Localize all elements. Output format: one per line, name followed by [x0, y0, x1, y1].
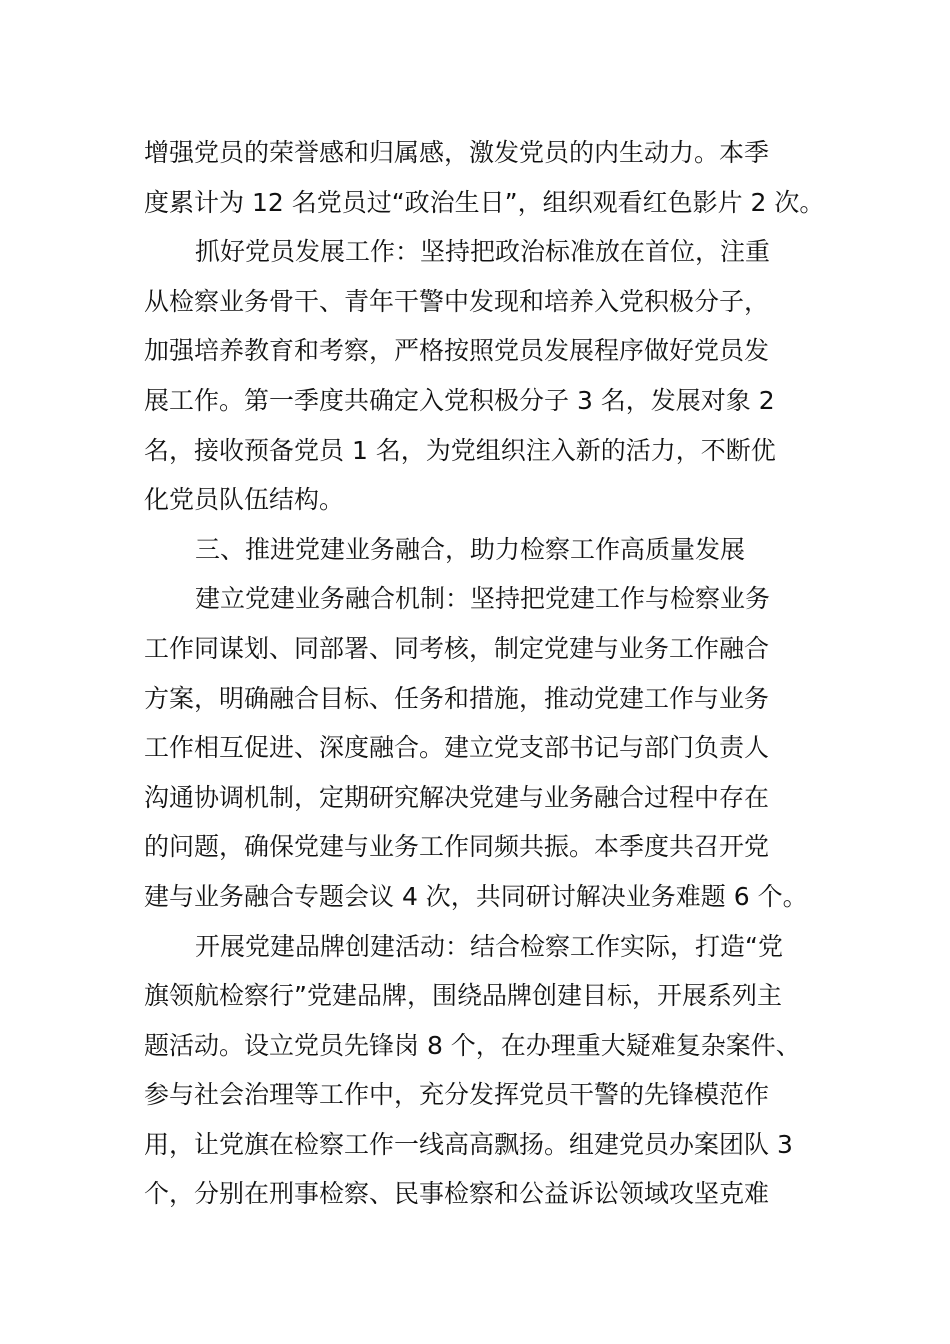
text-line: 参与社会治理等工作中，充分发挥党员干警的先锋模范作 [144, 1080, 770, 1110]
text-line: 的问题，确保党建与业务工作同频共振。本季度共召开党 [144, 832, 770, 862]
text-line: 增强党员的荣誉感和归属感，激发党员的内生动力。本季 [144, 138, 770, 167]
text-line: 旗领航检察行”党建品牌，围绕品牌创建目标，开展系列主 [144, 981, 782, 1011]
text-line: 加强培养教育和考察，严格按照党员发展程序做好党员发 [144, 336, 770, 366]
paragraph-start-line: 抓好党员发展工作：坚持把政治标准放在首位，注重 [195, 237, 771, 267]
text-line: 度累计为 12 名党员过“政治生日”，组织观看红色影片 2 次。 [144, 187, 825, 217]
text-line: 方案，明确融合目标、任务和措施，推动党建工作与业务 [144, 683, 770, 713]
paragraph-start-line: 建立党建业务融合机制：坚持把党建工作与检察业务 [195, 584, 771, 614]
text-line: 工作同谋划、同部署、同考核，制定党建与业务工作融合 [144, 633, 770, 663]
text-line: 从检察业务骨干、青年干警中发现和培养入党积极分子， [144, 286, 770, 316]
text-line: 化党员队伍结构。 [144, 485, 345, 515]
text-line: 名，接收预备党员 1 名，为党组织注入新的活力，不断优 [144, 435, 776, 465]
document-body [144, 128, 825, 1219]
text-line: 用，让党旗在检察工作一线高高飘扬。组建党员办案团队 3 [144, 1129, 793, 1159]
text-line: 建与业务融合专题会议 4 次，共同研讨解决业务难题 6 个。 [144, 881, 808, 911]
text-line: 工作相互促进、深度融合。建立党支部书记与部门负责人 [144, 733, 770, 763]
section-heading: 三、推进党建业务融合，助力检察工作高质量发展 [195, 534, 746, 564]
text-line: 题活动。设立党员先锋岗 8 个，在办理重大疑难复杂案件、 [144, 1030, 801, 1060]
paragraph-start-line: 开展党建品牌创建活动：结合检察工作实际，打造“党 [195, 931, 783, 961]
text-line: 展工作。第一季度共确定入党积极分子 3 名，发展对象 2 [144, 385, 775, 415]
text-line: 个，分别在刑事检察、民事检察和公益诉讼领域攻坚克难 [144, 1179, 770, 1209]
text-line: 沟通协调机制，定期研究解决党建与业务融合过程中存在 [144, 782, 770, 812]
